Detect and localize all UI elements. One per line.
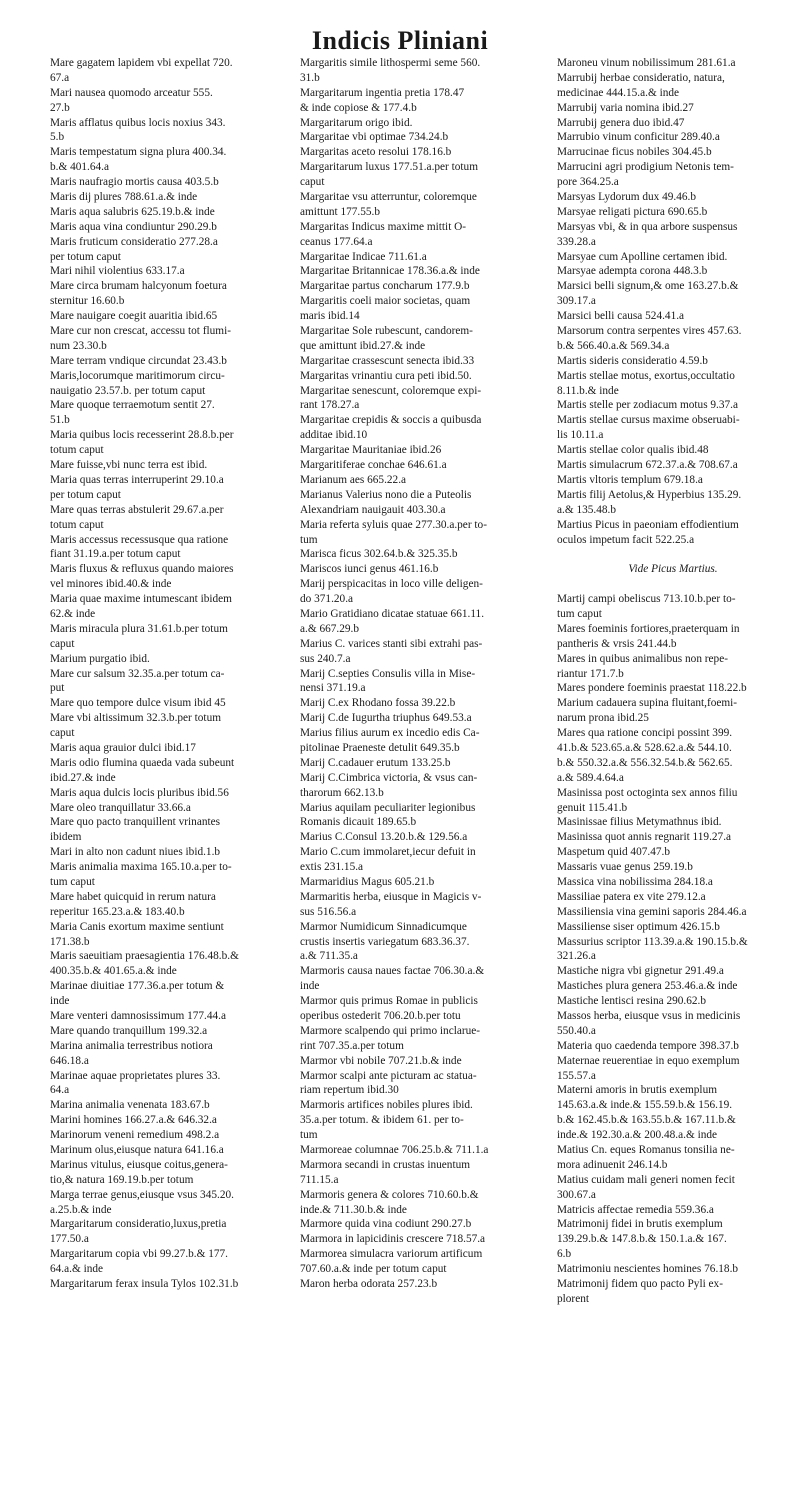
index-entry-line: Marius aquilam peculiariter legionibus [300, 801, 476, 814]
index-entry-line: Marmaridius Magus 605.21.b [300, 875, 435, 888]
index-entry-line: sus 240.7.a [300, 652, 351, 665]
index-entry-line: Maris saeuitiam praesagientia 176.48.b.& [50, 950, 239, 963]
index-entry-line: Mares pondere foeminis praestat 118.22.b [557, 682, 747, 695]
index-entry-line: amittunt 177.55.b [300, 205, 381, 218]
index-entry-line: Massiliae patera ex vite 279.12.a [557, 890, 706, 903]
index-entry-line: 31.b [300, 71, 320, 84]
index-entry-line: Maris dij plures 788.61.a.& inde [50, 191, 198, 204]
cross-reference: Vide Picus Martius. [628, 563, 718, 576]
index-entry-line: Margaritae Sole rubescunt, candorem- [300, 325, 473, 338]
index-entry-line: Martis stellae cursus maxime obseruabi- [557, 414, 740, 427]
index-entry-line: b.& 550.32.a.& 556.32.54.b.& 562.65. [557, 756, 733, 769]
index-entry-line: Marsyae religati pictura 690.65.b [557, 205, 708, 218]
index-entry-line: Matrimonij fidem quo pacto Pyli ex- [557, 1278, 723, 1291]
index-entry-line: 62.& inde [50, 607, 96, 620]
index-entry-line: Materia quo caedenda tempore 398.37.b [557, 1039, 739, 1052]
index-entry-line: Maris aqua grauior dulci ibid.17 [50, 741, 196, 754]
index-entry-line: Marius C.Consul 13.20.b.& 129.56.a [300, 831, 468, 844]
index-entry-line: 145.63.a.& inde.& 155.59.b.& 156.19. [557, 1099, 733, 1112]
index-entry-line: a.25.b.& inde [50, 1203, 112, 1216]
index-entry-line: Margaritae partus concharum 177.9.b [300, 280, 470, 293]
index-entry-line: Maris animalia maxima 165.10.a.per to- [50, 861, 232, 874]
index-entry-line: pantheris & vrsis 241.44.b [557, 637, 677, 650]
index-entry-line: Maria referta syluis quae 277.30.a.per to- [300, 518, 487, 531]
index-entry-line: 8.11.b.& inde [557, 384, 619, 397]
index-entry-line: tharorum 662.13.b [300, 786, 384, 799]
index-entry-line: Marsyae adempta corona 448.3.b [557, 265, 708, 278]
index-entry-line: Mare fuisse,vbi nunc terra est ibid. [50, 459, 208, 472]
index-entry-line: 400.35.b.& 401.65.a.& inde [50, 965, 177, 978]
index-entry-line: Marij C.ex Rhodano fossa 39.22.b [300, 697, 456, 710]
index-entry-line: Mare quoque terraemotum sentit 27. [50, 399, 215, 412]
index-entry-line: b.& 566.40.a.& 569.34.a [557, 339, 670, 352]
index-entry-line: pore 364.25.a [557, 176, 619, 189]
index-entry-line: Margaritarum ferax insula Tylos 102.31.b [50, 1278, 239, 1291]
index-entry-line: 171.38.b [50, 935, 90, 948]
index-entry-line: Margaritae vsu atterruntur, coloremque [300, 191, 477, 204]
index-entry-line: Masinissae filius Metymathnus ibid. [557, 816, 722, 829]
index-entry-line: sus 516.56.a [300, 905, 357, 918]
index-entry-line: mora adinuenit 246.14.b [557, 1158, 668, 1171]
index-entry-line: Marinae aquae proprietates plures 33. [50, 1069, 221, 1082]
index-entry-line: Martis stellae color qualis ibid.48 [557, 444, 709, 457]
index-entry-line: 51.b [50, 414, 70, 427]
index-entry-line: Martis simulacrum 672.37.a.& 708.67.a [557, 459, 738, 472]
index-entry-line: Margaritae Mauritaniae ibid.26 [300, 444, 442, 457]
index-entry-line: additae ibid.10 [300, 429, 368, 442]
index-entry-line: Marmoris genera & colores 710.60.b.& [300, 1188, 479, 1201]
index-entry-line: Maternae reuerentiae in equo exemplum [557, 1054, 740, 1067]
index-entry-line: Marga terrae genus,eiusque vsus 345.20. [50, 1188, 234, 1201]
index-entry-line: Mariscos iunci genus 461.16.b [300, 563, 439, 576]
index-entry-line: Masinissa quot annis regnarit 119.27.a [557, 831, 732, 844]
index-entry-line: 177.50.a [50, 1233, 89, 1246]
index-entry-line: reperitur 165.23.a.& 183.40.b [50, 905, 185, 918]
index-entry-line [557, 577, 789, 592]
index-entry-line: Massica vina nobilissima 284.18.a [557, 875, 713, 888]
index-entry-line: Mari in alto non cadunt niues ibid.1.b [50, 846, 221, 859]
index-entry-line: Maria quibus locis recesserint 28.8.b.per [50, 429, 234, 442]
index-entry-line: totum caput [50, 518, 104, 531]
index-entry-line: riam repertum ibid.30 [300, 1084, 399, 1097]
index-entry-line: Marinum olus,eiusque natura 641.16.a [50, 1144, 224, 1157]
index-entry-line: Margaritae vbi optimae 734.24.b [300, 131, 449, 144]
index-entry-line: Marrubio vinum conficitur 289.40.a [557, 131, 720, 144]
index-entry-line: Mare cur non crescat, accessu tot flumi- [50, 325, 231, 338]
index-entry-line: b.& 162.45.b.& 163.55.b.& 167.11.b.& [557, 1114, 736, 1127]
index-entry-line: Marmore scalpendo qui primo inclarue- [300, 1024, 481, 1037]
index-entry-line: Mari nausea quomodo arceatur 555. [50, 86, 213, 99]
index-entry-line: Maron herba odorata 257.23.b [300, 1278, 438, 1291]
index-entry-line: Marij C.Cimbrica victoria, & vsus can- [300, 771, 478, 784]
index-entry-line: put [50, 682, 65, 695]
index-entry-line: genuit 115.41.b [557, 801, 628, 814]
index-entry-line: oculos impetum facit 522.25.a [557, 533, 695, 546]
index-entry-line: Marium purgatio ibid. [50, 652, 150, 665]
index-entry-line: Margaritas aceto resolui 178.16.b [300, 146, 452, 159]
index-entry-line: 41.b.& 523.65.a.& 528.62.a.& 544.10. [557, 741, 732, 754]
index-entry-line: Martis sideris consideratio 4.59.b [557, 354, 708, 367]
index-entry-line: Mare quo pacto tranquillent vrinantes [50, 816, 221, 829]
index-entry-line: Mario C.cum immolaret,iecur defuit in [300, 846, 476, 859]
index-entry-line: medicinae 444.15.a.& inde [557, 86, 680, 99]
index-entry-line: Margaritiferae conchae 646.61.a [300, 459, 447, 472]
index-entry-line: ceanus 177.64.a [300, 235, 373, 248]
index-entry-line: Mare quando tranquillum 199.32.a [50, 1024, 208, 1037]
index-entry-line: nensi 371.19.a [300, 682, 366, 695]
index-entry-line: b.& 401.64.a [50, 161, 109, 174]
index-entry-line: tum caput [557, 607, 602, 620]
index-entry-line: Mastiche nigra vbi gignetur 291.49.a [557, 965, 724, 978]
index-entry-line: narum prona ibid.25 [557, 712, 649, 725]
index-entry-line: Maria Canis exortum maxime sentiunt [50, 920, 224, 933]
index-entry-line: lis 10.11.a [557, 429, 604, 442]
index-entry-line: riantur 171.7.b [557, 667, 624, 680]
index-entry-line: maris ibid.14 [300, 310, 360, 323]
index-entry-line: Marianus Valerius nono die a Puteolis [300, 488, 472, 501]
index-entry-line: Mare cur salsum 32.35.a.per totum ca- [50, 667, 225, 680]
index-entry-line: Romanis dicauit 189.65.b [300, 816, 417, 829]
index-entry-line: Marrubij varia nomina ibid.27 [557, 101, 694, 114]
index-entry-line: Massiliense siser optimum 426.15.b [557, 920, 720, 933]
index-entry-line: tio,& natura 169.19.b.per totum [50, 1173, 194, 1186]
index-entry-line: Maris aqua vina condiuntur 290.29.b [50, 220, 217, 233]
index-entry-line: Marij C.septies Consulis villa in Mise- [300, 667, 476, 680]
index-column-middle [300, 56, 544, 1292]
index-entry-line: Margaritarum luxus 177.51.a.per totum [300, 161, 478, 174]
index-entry-line: Marrucinae ficus nobiles 304.45.b [557, 146, 712, 159]
index-entry-line: 300.67.a [557, 1188, 596, 1201]
index-entry-line: Mare gagatem lapidem vbi expellat 720. [50, 57, 233, 69]
index-entry-line: Maris tempestatum signa plura 400.34. [50, 146, 227, 159]
index-entry-line: Marsyas vbi, & in qua arbore suspensus [557, 220, 738, 233]
index-entry-line: Margaritas Indicus maxime mittit O- [300, 220, 467, 233]
index-entry-line: 707.60.a.& inde per totum caput [300, 1263, 447, 1276]
index-entry-line: Marinae diuitiae 177.36.a.per totum & [50, 980, 225, 993]
index-entry-line: Maria quas terras interruperint 29.10.a [50, 473, 224, 486]
index-entry-line: 27.b [50, 101, 70, 114]
index-entry-line: 711.15.a [300, 1173, 339, 1186]
index-entry-line: Marius filius aurum ex incedio edis Ca- [300, 727, 480, 740]
index-entry-line: Martij campi obeliscus 713.10.b.per to- [557, 593, 736, 606]
index-entry-line: 64.a [50, 1084, 70, 1097]
index-entry-line: caput [50, 727, 75, 740]
index-entry-line: Maris fruticum consideratio 277.28.a [50, 235, 218, 248]
index-entry-line: Mare quas terras abstulerit 29.67.a.per [50, 503, 224, 516]
index-entry-line: extis 231.15.a [300, 861, 364, 874]
index-entry-line: 35.a.per totum. & ibidem 61. per to- [300, 1114, 464, 1127]
index-entry-line: Marij C.de Iugurtha triuphus 649.53.a [300, 712, 472, 725]
index-entry-line: Marrucini agri prodigium Netonis tem- [557, 161, 734, 174]
index-entry-line: Mares qua ratione concipi possint 399. [557, 727, 733, 740]
index-entry-line: Margaritae senescunt, coloremque expi- [300, 384, 482, 397]
index-entry-line: crustis insertis variegatum 683.36.37. [300, 935, 470, 948]
index-entry-line: a.& 589.4.64.a [557, 771, 624, 784]
index-entry-line: Mares foeminis fortiores,praeterquam in [557, 622, 740, 635]
index-entry-line: inde.& 711.30.b.& inde [300, 1203, 407, 1216]
index-entry-line: Margaritae Indicae 711.61.a [300, 250, 427, 263]
index-entry-line: Marmoreae columnae 706.25.b.& 711.1.a [300, 1144, 489, 1157]
index-entry-line: Martius Picus in paeoniam effodientium [557, 518, 739, 531]
index-entry-line: Marinus vitulus, eiusque coitus,genera- [50, 1158, 228, 1171]
index-entry-line: Masinissa post octoginta sex annos filiu [557, 786, 738, 799]
index-entry-line: ibid.27.& inde [50, 771, 116, 784]
index-entry-line: vel minores ibid.40.& inde [50, 578, 172, 591]
index-entry-line: Mare habet quicquid in rerum natura [50, 890, 216, 903]
index-entry-line: Marium cadauera supina fluitant,foemi- [557, 697, 738, 710]
index-entry-line: inde [50, 995, 70, 1008]
index-entry-line: per totum caput [50, 488, 121, 501]
index-entry-line: 67.a [50, 71, 70, 84]
index-entry-line: totum caput [50, 444, 104, 457]
index-entry-line: tum [300, 533, 318, 546]
index-entry-line: Marmora in lapicidinis crescere 718.57.a [300, 1233, 486, 1246]
index-entry-line: Marij C.cadauer erutum 133.25.b [300, 756, 451, 769]
index-entry-line: tum [300, 1129, 318, 1142]
index-entry-line: 5.b [50, 131, 65, 144]
index-entry-line: Marmor Numidicum Sinnadicumque [300, 920, 467, 933]
index-entry-line: Marij perspicacitas in loco ville deligen- [300, 578, 483, 591]
index-entry-line: Marrubij herbae consideratio, natura, [557, 71, 725, 84]
index-entry-line: Marmora secandi in crustas inuentum [300, 1158, 471, 1171]
index-entry-line: do 371.20.a [300, 593, 354, 606]
index-entry-line: fiant 31.19.a.per totum caput [50, 548, 181, 561]
index-entry-line: Marmore quida vina codiunt 290.27.b [300, 1218, 472, 1231]
index-entry-line: Matius cuidam mali generi nomen fecit [557, 1173, 735, 1186]
index-entry-line: Margaritis simile lithospermi seme 560. [300, 57, 481, 69]
index-entry-line: Margaritae Britannicae 178.36.a.& inde [300, 265, 480, 278]
index-entry-line: Maris aqua salubris 625.19.b.& inde [50, 205, 215, 218]
index-entry-line: pitolinae Praeneste detulit 649.35.b [300, 741, 460, 754]
index-entry-line: 6.b [557, 1248, 572, 1261]
index-entry-line: & inde copiose & 177.4.b [300, 101, 417, 114]
index-entry-line: Mare oleo tranquillatur 33.66.a [50, 801, 191, 814]
index-entry-line: 309.17.a [557, 295, 596, 308]
index-entry-line: Marsyae cum Apolline certamen ibid. [557, 250, 728, 263]
index-entry-line: Maris aqua dulcis locis pluribus ibid.56 [50, 786, 229, 799]
index-entry-line: Margaritarum origo ibid. [300, 116, 413, 129]
index-entry-line: 321.26.a [557, 950, 596, 963]
index-entry-line: 155.57.a [557, 1069, 596, 1082]
index-entry-line: Margaritarum ingentia pretia 178.47 [300, 86, 465, 99]
index-entry-line: Margaritae crassescunt senecta ibid.33 [300, 354, 475, 367]
index-entry-line: Margaritae crepidis & soccis a quibusda [300, 414, 482, 427]
index-entry-line: Marmaritis herba, eiusque in Magicis v- [300, 890, 482, 903]
index-entry-line: Marmor scalpi ante picturam ac statua- [300, 1069, 477, 1082]
index-entry-line: Marsici belli causa 524.41.a [557, 310, 685, 323]
index-entry-line: Matrimonij fidei in brutis exemplum [557, 1218, 723, 1231]
index-entry-line: Mare circa brumam halcyonum foetura [50, 280, 227, 293]
index-entry-line: Marsyas Lydorum dux 49.46.b [557, 191, 697, 204]
index-entry-line: Martis stelle per zodiacum motus 9.37.a [557, 399, 739, 412]
page-title: Indicis Pliniani [311, 26, 489, 55]
index-entry-line: Maroneu vinum nobilissimum 281.61.a [557, 57, 736, 69]
index-entry-line: Massiliensia vina gemini saporis 284.46.a [557, 905, 747, 918]
index-entry-line: Margaritis coeli maior societas, quam [300, 295, 471, 308]
index-entry-line: Matius Cn. eques Romanus tonsilia ne- [557, 1144, 735, 1157]
index-entry-line: per totum caput [50, 250, 121, 263]
index-entry-line: rint 707.35.a.per totum [300, 1039, 404, 1052]
index-entry-line: Margaritarum consideratio,luxus,pretia [50, 1218, 227, 1231]
index-entry-line: Matrimoniu nescientes homines 76.18.b [557, 1263, 739, 1276]
index-entry-line: 64.a.& inde [50, 1263, 104, 1276]
index-entry-line: Martis stellae motus, exortus,occultatio [557, 369, 735, 382]
index-entry-line: Marmor vbi nobile 707.21.b.& inde [300, 1054, 462, 1067]
index-entry-line: sternitur 16.60.b [50, 295, 125, 308]
index-entry-line: Maris odio flumina quaeda vada subeunt [50, 756, 235, 769]
index-entry-line: Marius C. varices stanti sibi extrahi pas- [300, 637, 483, 650]
index-entry-line: Marsici belli signum,& ome 163.27.b.& [557, 280, 739, 293]
index-entry-line: Alexandriam nauigauit 403.30.a [300, 503, 446, 516]
index-entry-line: tum caput [50, 875, 95, 888]
index-entry-line: Marini homines 166.27.a.& 646.32.a [50, 1114, 217, 1127]
index-entry-line: caput [50, 637, 75, 650]
index-entry-line: 646.18.a [50, 1054, 89, 1067]
index-entry-line: Massaris vuae genus 259.19.b [557, 861, 693, 874]
index-entry-line: a.& 135.48.b [557, 503, 616, 516]
index-entry-line: Mari nihil violentius 633.17.a [50, 265, 185, 278]
index-entry-line: Marinorum veneni remedium 498.2.a [50, 1129, 220, 1142]
index-entry-line: Marrubij genera duo ibid.47 [557, 116, 685, 129]
index-entry-line: plorent [557, 1292, 589, 1305]
index-entry-line: 339.28.a [557, 235, 596, 248]
index-entry-line: Mare nauigare coegit auaritia ibid.65 [50, 310, 218, 323]
index-entry-line: Mastiches plura genera 253.46.a.& inde [557, 980, 738, 993]
index-entry-line [557, 547, 789, 562]
index-entry-line: Mare terram vndique circundat 23.43.b [50, 354, 227, 367]
index-entry-line: Mare quo tempore dulce visum ibid 45 [50, 697, 226, 710]
index-entry-line: Maria quae maxime intumescant ibidem [50, 593, 232, 606]
index-entry-line: Maris afflatus quibus locis noxius 343. [50, 116, 226, 129]
index-entry-line: Margaritas vrinantiu cura peti ibid.50. [300, 369, 472, 382]
index-entry-line: Maris miracula plura 31.61.b.per totum [50, 622, 228, 635]
index-entry-line: nauigatio 23.57.b. per totum caput [50, 384, 206, 397]
index-entry-line: Mares in quibus animalibus non repe- [557, 652, 728, 665]
index-entry-line: Martis vltoris templum 679.18.a [557, 473, 703, 486]
index-entry-line: Marmorea simulacra variorum artificum [300, 1248, 483, 1261]
index-entry-line: Maris accessus recessusque qua ratione [50, 533, 229, 546]
index-entry-line: Maris,locorumque maritimorum circu- [50, 369, 225, 382]
index-entry-line: Materni amoris in brutis exemplum [557, 1084, 718, 1097]
index-entry-line: Matricis affectae remedia 559.36.a [557, 1203, 714, 1216]
index-entry-line: 550.40.a [557, 1024, 596, 1037]
index-entry-line: caput [300, 176, 325, 189]
index-entry-line: Martis filij Aetolus,& Hyperbius 135.29. [557, 488, 742, 501]
index-entry-line: a.& 667.29.b [300, 622, 359, 635]
index-entry-line: Marmor quis primus Romae in publicis [300, 995, 478, 1008]
index-entry-line: Maspetum quid 407.47.b [557, 846, 670, 859]
index-entry-line: rant 178.27.a [300, 399, 360, 412]
index-entry-line: ibidem [50, 831, 82, 844]
index-entry-line: que amittunt ibid.27.& inde [300, 339, 426, 352]
index-entry-line: Marmoris causa naues factae 706.30.a.& [300, 965, 485, 978]
index-entry-line: Mario Gratidiano dicatae statuae 661.11. [300, 607, 485, 620]
index-entry-line: num 23.30.b [50, 339, 107, 352]
index-entry-line: Massurius scriptor 113.39.a.& 190.15.b.& [557, 935, 748, 948]
index-entry-line: Marmoris artifices nobiles plures ibid. [300, 1099, 473, 1112]
index-entry-line: Massos herba, eiusque vsus in medicinis [557, 1010, 741, 1022]
index-column-right [557, 56, 789, 1307]
index-entry-line: Maris fluxus & refluxus quando maiores [50, 563, 234, 576]
index-entry-line: Mare vbi altissimum 32.3.b.per totum [50, 712, 222, 725]
index-entry-line: Marianum aes 665.22.a [300, 473, 407, 486]
index-entry-line: Maris naufragio mortis causa 403.5.b [50, 176, 219, 189]
index-entry-line: Marina animalia venenata 183.67.b [50, 1099, 210, 1112]
index-entry-line: Marina animalia terrestribus notiora [50, 1039, 213, 1052]
index-entry-line: Mastiche lentisci resina 290.62.b [557, 995, 707, 1008]
index-entry-line: Marsorum contra serpentes vires 457.63. [557, 325, 742, 338]
index-entry-line: inde [300, 980, 320, 993]
index-entry-line: a.& 711.35.a [300, 950, 358, 963]
index-column-left [50, 56, 293, 1292]
index-entry-line: Mare venteri damnosissimum 177.44.a [50, 1010, 227, 1022]
index-entry-line: Margaritarum copia vbi 99.27.b.& 177. [50, 1248, 228, 1261]
index-entry-line: 139.29.b.& 147.8.b.& 150.1.a.& 167. [557, 1233, 727, 1246]
index-entry-line: Marisca ficus 302.64.b.& 325.35.b [300, 548, 458, 561]
index-entry-line: operibus ostederit 706.20.b.per totu [300, 1010, 461, 1022]
index-entry-line: inde.& 192.30.a.& 200.48.a.& inde [557, 1129, 718, 1142]
